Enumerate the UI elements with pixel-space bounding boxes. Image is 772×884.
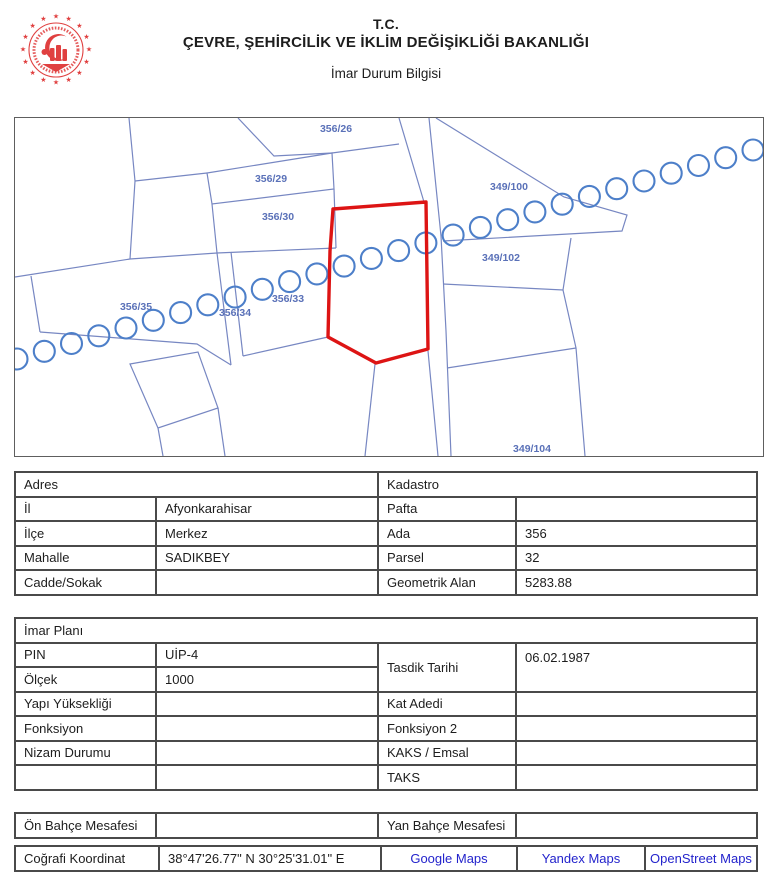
field-label-yapi-yuksekligi: Yapı Yüksekliği xyxy=(15,692,156,717)
field-label-parsel: Parsel xyxy=(378,546,516,571)
field-value-taks xyxy=(516,765,757,790)
header-tc: T.C. xyxy=(372,16,400,32)
field-value-pafta xyxy=(516,497,757,522)
parcel-label: 349/100 xyxy=(490,181,528,193)
field-value-kaks-emsal xyxy=(516,741,757,766)
field-value-olcek: 1000 xyxy=(156,667,378,692)
google-maps-cell xyxy=(381,846,517,871)
field-label-pafta: Pafta xyxy=(378,497,516,522)
header-ministry-title: ÇEVRE, ŞEHİRCİLİK VE İKLİM DEĞİŞİKLİĞİ BAKANLIĞI xyxy=(182,34,590,51)
svg-text:★: ★ xyxy=(83,59,90,67)
field-value-il: Afyonkarahisar xyxy=(156,497,378,522)
field-value-ada: 356 xyxy=(516,521,757,546)
svg-text:★: ★ xyxy=(40,76,47,84)
field-label-tasdik-tarihi: Tasdik Tarihi xyxy=(378,643,516,692)
boundary-marker-circles xyxy=(15,140,763,370)
field-label-cadde-sokak: Cadde/Sokak xyxy=(15,570,156,595)
field-value-pin: UİP-4 xyxy=(156,643,378,668)
svg-text:★: ★ xyxy=(52,13,60,21)
svg-text:★: ★ xyxy=(76,69,83,77)
svg-text:★: ★ xyxy=(19,46,27,54)
field-value-tasdik-tarihi: 06.02.1987 xyxy=(516,643,757,692)
field-value-mahalle: SADIKBEY xyxy=(156,546,378,571)
svg-text:★: ★ xyxy=(83,33,90,41)
kadastro-section-title: Kadastro xyxy=(378,472,757,497)
field-label-taks: TAKS xyxy=(378,765,516,790)
svg-text:★: ★ xyxy=(65,76,72,84)
field-value-nizam-durumu xyxy=(156,741,378,766)
svg-text:★: ★ xyxy=(52,79,60,87)
bahce-mesafesi-table xyxy=(14,812,758,839)
parcel-label: 356/30 xyxy=(261,211,295,223)
field-value-parsel: 32 xyxy=(516,546,757,571)
field-value-ilce: Merkez xyxy=(156,521,378,546)
field-value-fonksiyon-2 xyxy=(516,716,757,741)
document-header xyxy=(0,16,772,81)
svg-text:★: ★ xyxy=(85,46,93,54)
field-label-kaks-emsal: KAKS / Emsal xyxy=(378,741,516,766)
google-maps-link[interactable]: Google Maps xyxy=(410,850,488,866)
field-label-mahalle: Mahalle xyxy=(15,546,156,571)
field-value-cografi-koordinat: 38°47'26.77" N 30°25'31.01" E xyxy=(159,846,381,871)
adres-section-title: Adres xyxy=(15,472,378,497)
field-label-empty xyxy=(15,765,156,790)
svg-text:★: ★ xyxy=(22,59,29,67)
field-value-yapi-yuksekligi xyxy=(156,692,378,717)
yandex-maps-link[interactable]: Yandex Maps xyxy=(541,850,621,866)
field-value-empty xyxy=(156,765,378,790)
svg-text:★: ★ xyxy=(29,23,36,31)
parcel-label: 356/33 xyxy=(271,293,305,305)
field-value-yan-bahce xyxy=(516,813,757,838)
field-label-cografi-koordinat: Coğrafi Koordinat xyxy=(15,846,159,871)
openstreet-maps-link[interactable]: OpenStreet Maps xyxy=(650,850,752,866)
cadastral-map xyxy=(14,117,764,457)
field-label-pin: PIN xyxy=(15,643,156,668)
field-label-fonksiyon: Fonksiyon xyxy=(15,716,156,741)
field-label-nizam-durumu: Nizam Durumu xyxy=(15,741,156,766)
field-label-ada: Ada xyxy=(378,521,516,546)
openstreet-maps-cell xyxy=(645,846,757,871)
svg-text:★: ★ xyxy=(22,33,29,41)
svg-text:★: ★ xyxy=(29,69,36,77)
field-value-kat-adedi xyxy=(516,692,757,717)
field-value-cadde-sokak xyxy=(156,570,378,595)
page-title: İmar Durum Bilgisi xyxy=(330,66,442,81)
field-label-fonksiyon-2: Fonksiyon 2 xyxy=(378,716,516,741)
koordinat-table xyxy=(14,845,758,872)
field-value-geometrik-alan: 5283.88 xyxy=(516,570,757,595)
imar-plani-table xyxy=(14,617,758,791)
parcel-label: 356/29 xyxy=(254,173,288,185)
field-label-yan-bahce: Yan Bahçe Mesafesi xyxy=(378,813,516,838)
parcel-label: 356/35 xyxy=(119,301,153,313)
parcel-boundary-lines xyxy=(15,118,627,456)
field-value-on-bahce xyxy=(156,813,378,838)
parcel-labels xyxy=(120,123,551,455)
field-label-olcek: Ölçek xyxy=(15,667,156,692)
field-label-il: İl xyxy=(15,497,156,522)
svg-text:★: ★ xyxy=(65,16,72,24)
imar-plani-section-title: İmar Planı xyxy=(15,618,757,643)
svg-text:★: ★ xyxy=(40,16,47,24)
svg-text:★: ★ xyxy=(76,23,83,31)
field-label-on-bahce: Ön Bahçe Mesafesi xyxy=(15,813,156,838)
yandex-maps-cell xyxy=(517,846,645,871)
selected-parcel-outline xyxy=(328,202,428,363)
parcel-label: 349/104 xyxy=(513,443,551,455)
parcel-label: 349/102 xyxy=(482,252,520,264)
parcel-label: 356/26 xyxy=(319,123,353,135)
field-value-fonksiyon xyxy=(156,716,378,741)
field-label-kat-adedi: Kat Adedi xyxy=(378,692,516,717)
adres-kadastro-table xyxy=(14,471,758,596)
parcel-label: 356/34 xyxy=(218,307,252,319)
field-label-geometrik-alan: Geometrik Alan xyxy=(378,570,516,595)
field-label-ilce: İlçe xyxy=(15,521,156,546)
